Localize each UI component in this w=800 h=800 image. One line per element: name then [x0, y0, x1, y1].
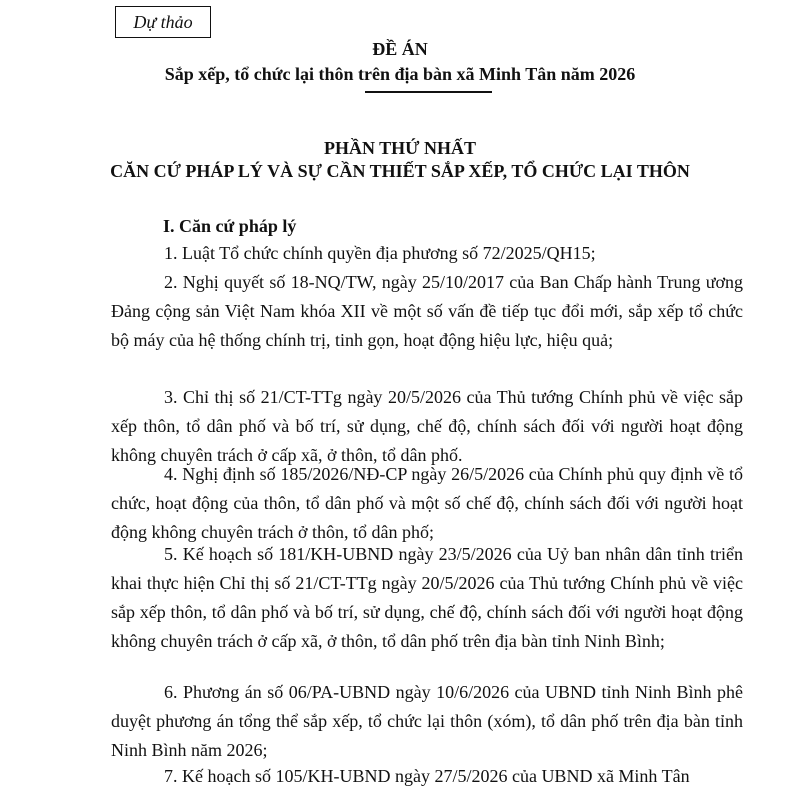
document-subtitle: Sắp xếp, tổ chức lại thôn trên địa bàn xã Minh Tân năm 2026	[164, 64, 636, 84]
part-title: CĂN CỨ PHÁP LÝ VÀ SỰ CẦN THIẾT SẮP XẾP, TỔ CHỨC LẠI THÔN	[110, 161, 690, 181]
paragraph-3: 3. Chỉ thị số 21/CT-TTg ngày 20/5/2026 của Thủ tướng Chính phủ về việc sắp xếp thôn, tổ dân phố và bố trí, sử dụng, chế độ, chính sách đối với người hoạt động không chuyên trách ở cấp xã, ở thôn, tổ dân phố.	[111, 387, 743, 465]
paragraph-7: 7. Kế hoạch số 105/KH-UBND ngày 27/5/2026 của UBND xã Minh Tân	[164, 766, 690, 786]
document-title: ĐỀ ÁN	[372, 39, 428, 59]
paragraph-2: 2. Nghị quyết số 18-NQ/TW, ngày 25/10/2017 của Ban Chấp hành Trung ương Đảng cộng sản Việt Nam khóa XII về một số vấn đề tiếp tục đổi mới, sắp xếp tổ chức bộ máy của hệ thống chính trị, tinh gọn, hoạt động hiệu lực, hiệu quả;	[111, 272, 743, 350]
paragraph-5: 5. Kế hoạch số 181/KH-UBND ngày 23/5/2026 của Uỷ ban nhân dân tỉnh triển khai thực hiện Chỉ thị số 21/CT-TTg ngày 20/5/2026 của Thủ tướng Chính phủ về việc sắp xếp thôn, tổ dân phố và bố trí, sử dụng, chế độ, chính sách đối với người hoạt động không chuyên trách ở cấp xã, ở thôn, tổ dân phố trên địa bàn tỉnh Ninh Bình;	[111, 544, 743, 651]
paragraph-4: 4. Nghị định số 185/2026/NĐ-CP ngày 26/5/2026 của Chính phủ quy định về tổ chức, hoạt động của thôn, tổ dân phố và một số chế độ, chính sách đối với người hoạt động không chuyên trách ở thôn, tổ dân phố;	[111, 464, 743, 542]
title-underline	[365, 91, 492, 93]
part-number: PHẦN THỨ NHẤT	[323, 138, 476, 158]
paragraph-1: 1. Luật Tổ chức chính quyền địa phương số 72/2025/QH15;	[164, 243, 596, 263]
section-heading: I. Căn cứ pháp lý	[163, 216, 297, 236]
draft-label-box: Dự thảo	[115, 6, 211, 38]
paragraph-6: 6. Phương án số 06/PA-UBND ngày 10/6/2026 của UBND tỉnh Ninh Bình phê duyệt phương án tổng thể sắp xếp, tổ chức lại thôn (xóm), tổ dân phố trên địa bàn tỉnh Ninh Bình năm 2026;	[111, 682, 743, 760]
